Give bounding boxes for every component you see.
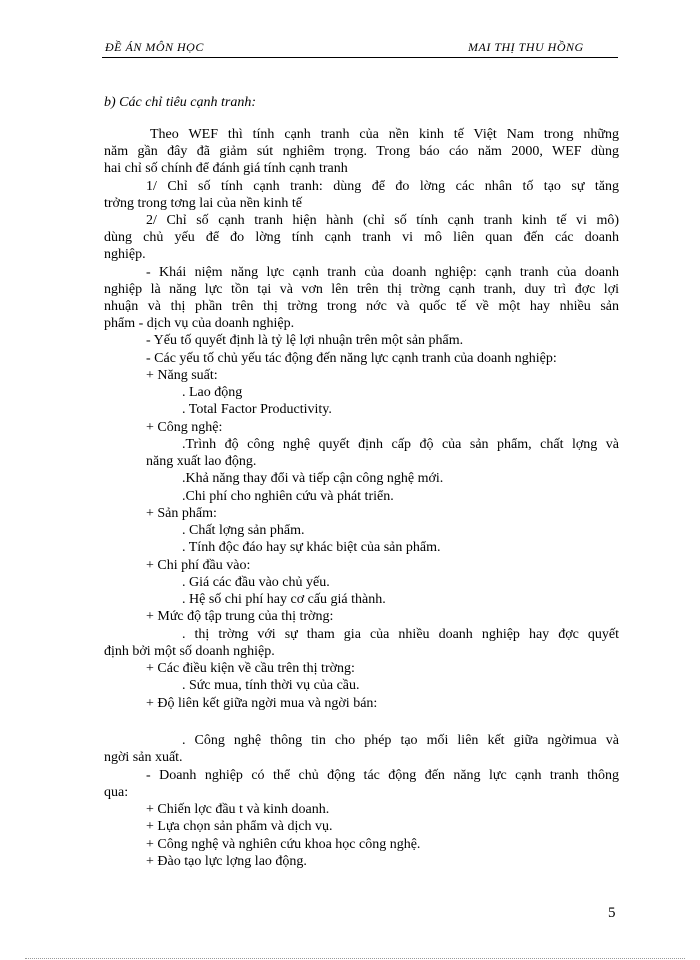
list-heading: + Chi phí đầu vào: bbox=[146, 558, 251, 573]
paragraph-line: - Doanh nghiệp có thể chủ động tác động đến năng lực cạnh tranh thông bbox=[146, 768, 619, 783]
list-item: . Chất lợng sản phẩm. bbox=[182, 523, 305, 538]
list-item: .Khả năng thay đổi và tiếp cận công nghệ mới. bbox=[182, 471, 444, 486]
list-item: .Trình độ công nghệ quyết định cấp độ của sản phẩm, chất lợng và bbox=[182, 437, 619, 452]
list-item: . Lao động bbox=[182, 385, 243, 400]
list-item: . Tính độc đáo hay sự khác biệt của sản phẩm. bbox=[182, 540, 441, 555]
paragraph-line: phẩm - dịch vụ của doanh nghiệp. bbox=[104, 316, 295, 331]
list-heading: + Sản phẩm: bbox=[146, 506, 217, 521]
paragraph-line: - Các yếu tố chủ yếu tác động đến năng lực cạnh tranh của doanh nghiệp: bbox=[146, 351, 557, 366]
list-item: . Giá các đầu vào chủ yếu. bbox=[182, 575, 330, 590]
paragraph-line: năm gần đây đã giảm sút nghiêm trọng. Trong báo cáo năm 2000, WEF dùng bbox=[104, 144, 619, 159]
list-heading: + Công nghệ: bbox=[146, 420, 223, 435]
list-item: năng xuất lao động. bbox=[146, 454, 257, 469]
paragraph-line: nghiệp. bbox=[104, 247, 146, 262]
list-item: + Công nghệ và nghiên cứu khoa học công nghệ. bbox=[146, 837, 421, 852]
list-item: . Sức mua, tính thời vụ của cầu. bbox=[182, 678, 360, 693]
list-item: . Hệ số chi phí hay cơ cấu giá thành. bbox=[182, 592, 386, 607]
paragraph-line: qua: bbox=[104, 785, 129, 800]
list-item: + Chiến lợc đầu t và kinh doanh. bbox=[146, 802, 330, 817]
header-left: ĐỀ ÁN MÔN HỌC bbox=[105, 40, 204, 54]
paragraph-line: nhuận và thị phần trên thị trờng trong nớc và quốc tế về một hay nhiều sản bbox=[104, 299, 619, 314]
paragraph-line: trởng trong tơng lai của nền kinh tế bbox=[104, 196, 302, 211]
header-right: MAI THỊ THU HỒNG bbox=[468, 40, 584, 54]
paragraph-line: dùng chủ yếu để đo lờng tính cạnh tranh vi mô liên quan đến các doanh bbox=[104, 230, 619, 245]
list-heading: + Mức độ tập trung của thị trờng: bbox=[146, 609, 334, 624]
paragraph-line: hai chỉ số chính để đánh giá tính cạnh tranh bbox=[104, 161, 348, 176]
list-item: .Chi phí cho nghiên cứu và phát triển. bbox=[182, 489, 394, 504]
paragraph-line: - Yếu tố quyết định là tỷ lệ lợi nhuận trên một sản phẩm. bbox=[146, 333, 464, 348]
list-item: . Công nghệ thông tin cho phép tạo mối liên kết giữa ngờimua và bbox=[182, 733, 619, 748]
paragraph-line: Theo WEF thì tính cạnh tranh của nền kinh tế Việt Nam trong những bbox=[150, 127, 619, 142]
section-heading: b) Các chỉ tiêu cạnh tranh: bbox=[104, 95, 257, 110]
page-number: 5 bbox=[608, 905, 616, 921]
page-bottom-border bbox=[25, 958, 685, 959]
paragraph-line: 2/ Chỉ số cạnh tranh hiện hành (chỉ số tính cạnh tranh kinh tế vi mô) bbox=[146, 213, 619, 228]
list-heading: + Độ liên kết giữa ngời mua và ngời bán: bbox=[146, 696, 378, 711]
list-item: ngời sản xuất. bbox=[104, 750, 183, 765]
list-item: + Đào tạo lực lợng lao động. bbox=[146, 854, 307, 869]
header-divider bbox=[102, 57, 618, 58]
list-item: . Total Factor Productivity. bbox=[182, 402, 332, 417]
list-item: . thị trờng với sự tham gia của nhiều doanh nghiệp hay đợc quyết bbox=[182, 627, 619, 642]
list-item: + Lựa chọn sản phẩm và dịch vụ. bbox=[146, 819, 333, 834]
list-heading: + Năng suất: bbox=[146, 368, 218, 383]
paragraph-line: nghiệp là năng lực tồn tại và vơn lên trên thị trờng cạnh tranh, duy trì đợc lợi bbox=[104, 282, 619, 297]
list-heading: + Các điều kiện về cầu trên thị trờng: bbox=[146, 661, 355, 676]
list-item: định bởi một số doanh nghiệp. bbox=[104, 644, 275, 659]
paragraph-line: - Khái niệm năng lực cạnh tranh của doanh nghiệp: cạnh tranh của doanh bbox=[146, 265, 619, 280]
paragraph-line: 1/ Chỉ số tính cạnh tranh: dùng để đo lờng các nhân tố tạo sự tăng bbox=[146, 179, 619, 194]
